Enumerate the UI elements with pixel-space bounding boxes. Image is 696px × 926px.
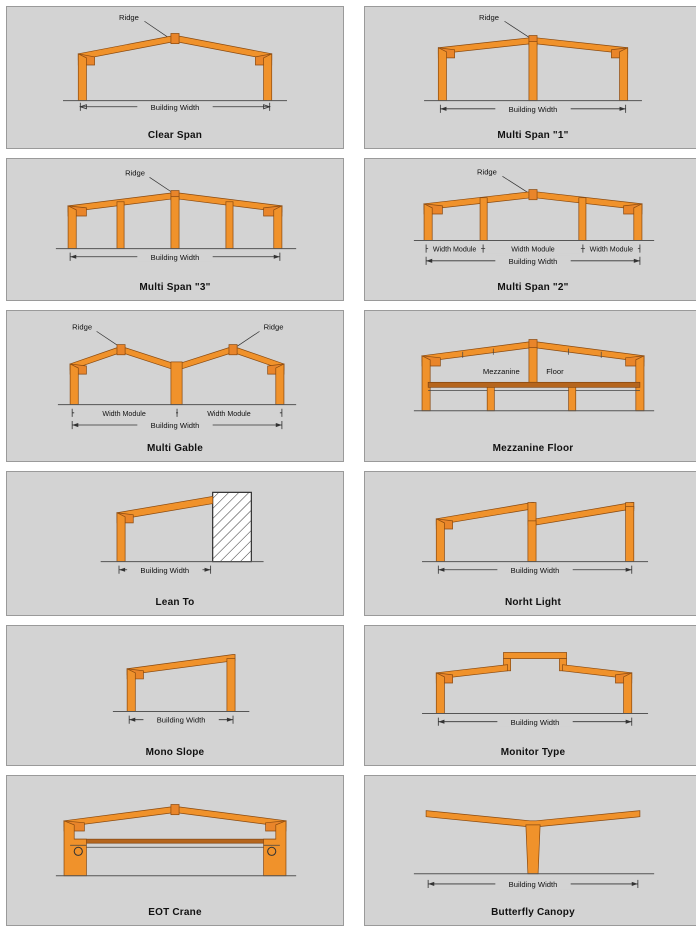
width-module-label: Width Module [432, 245, 477, 254]
panel-caption: Mezzanine Floor [492, 442, 574, 454]
ridge-label: Ridge [263, 322, 284, 332]
panel-caption: Norht Light [504, 596, 562, 608]
width-module-label: Width Module [589, 245, 634, 254]
panel-multi-span-1 [364, 6, 696, 149]
ridge-label: Ridge [125, 168, 146, 178]
butterfly-canopy-drawing [365, 776, 696, 904]
monitor-type-drawing [365, 626, 696, 744]
north-light-drawing [365, 472, 696, 594]
building-width-label: Building Width [510, 717, 560, 727]
multi-span-3-drawing [7, 159, 343, 279]
diagram-eot-crane [7, 776, 343, 904]
clear-span-drawing [7, 7, 343, 127]
panel-multi-span-2 [364, 158, 696, 301]
building-width-label: Building Width [150, 252, 200, 262]
panel-caption: Lean To [155, 596, 195, 608]
eot-crane-drawing [7, 776, 343, 904]
ridge-label: Ridge [479, 13, 499, 23]
building-width-label: Building Width [508, 879, 558, 889]
diagram-multi-span-3 [7, 159, 343, 279]
multi-span-2-drawing [365, 159, 696, 279]
diagram-mono-slope [7, 626, 343, 744]
building-width-label: Building Width [156, 715, 206, 725]
floor-label: Floor [546, 367, 564, 377]
panel-caption: EOT Crane [148, 907, 202, 919]
panel-caption: Multi Span "2" [497, 282, 569, 294]
diagram-multi-gable [7, 311, 343, 439]
building-width-label: Building Width [150, 421, 200, 431]
panel-mezzanine-floor [364, 310, 696, 461]
diagram-multi-span-2 [365, 159, 696, 279]
building-width-label: Building Width [508, 257, 558, 267]
panel-mono-slope [6, 625, 344, 766]
diagram-monitor-type [365, 626, 696, 744]
panel-multi-span-3 [6, 158, 344, 301]
panel-caption: Monitor Type [500, 746, 566, 758]
panel-north-light [364, 471, 696, 616]
diagram-mezzanine-floor [365, 311, 696, 439]
building-width-label: Building Width [140, 565, 190, 575]
mezzanine-label: Mezzanine [482, 367, 520, 377]
panel-caption: Clear Span [147, 130, 203, 142]
panel-multi-gable [6, 310, 344, 461]
panel-caption: Multi Gable [146, 442, 204, 454]
width-module-label: Width Module [102, 410, 146, 419]
ridge-label: Ridge [72, 322, 93, 332]
building-width-label: Building Width [150, 102, 200, 112]
panel-clear-span [6, 6, 344, 149]
panel-caption: Butterfly Canopy [491, 907, 575, 919]
ridge-label: Ridge [477, 167, 497, 177]
diagram-north-light [365, 472, 696, 594]
panel-caption: Multi Span "3" [139, 282, 211, 294]
width-module-label: Width Module [511, 245, 555, 254]
panel-eot-crane [6, 775, 344, 926]
width-module-label: Width Module [207, 410, 251, 419]
diagram-butterfly-canopy [365, 776, 696, 904]
diagram-clear-span [7, 7, 343, 127]
panel-lean-to [6, 471, 344, 616]
panel-monitor-type [364, 625, 696, 766]
mezzanine-drawing [365, 311, 696, 439]
building-width-label: Building Width [508, 104, 558, 114]
ridge-label: Ridge [119, 13, 139, 23]
diagram-lean-to [7, 472, 343, 594]
panel-caption: Multi Span "1" [497, 130, 569, 142]
mono-slope-drawing [7, 626, 343, 744]
panel-caption: Mono Slope [145, 746, 205, 758]
diagram-multi-span-1 [365, 7, 696, 127]
panel-butterfly-canopy [364, 775, 696, 926]
building-width-label: Building Width [510, 565, 560, 575]
lean-to-drawing [7, 472, 343, 594]
multi-gable-drawing [7, 311, 343, 439]
multi-span-1-drawing [365, 7, 696, 127]
